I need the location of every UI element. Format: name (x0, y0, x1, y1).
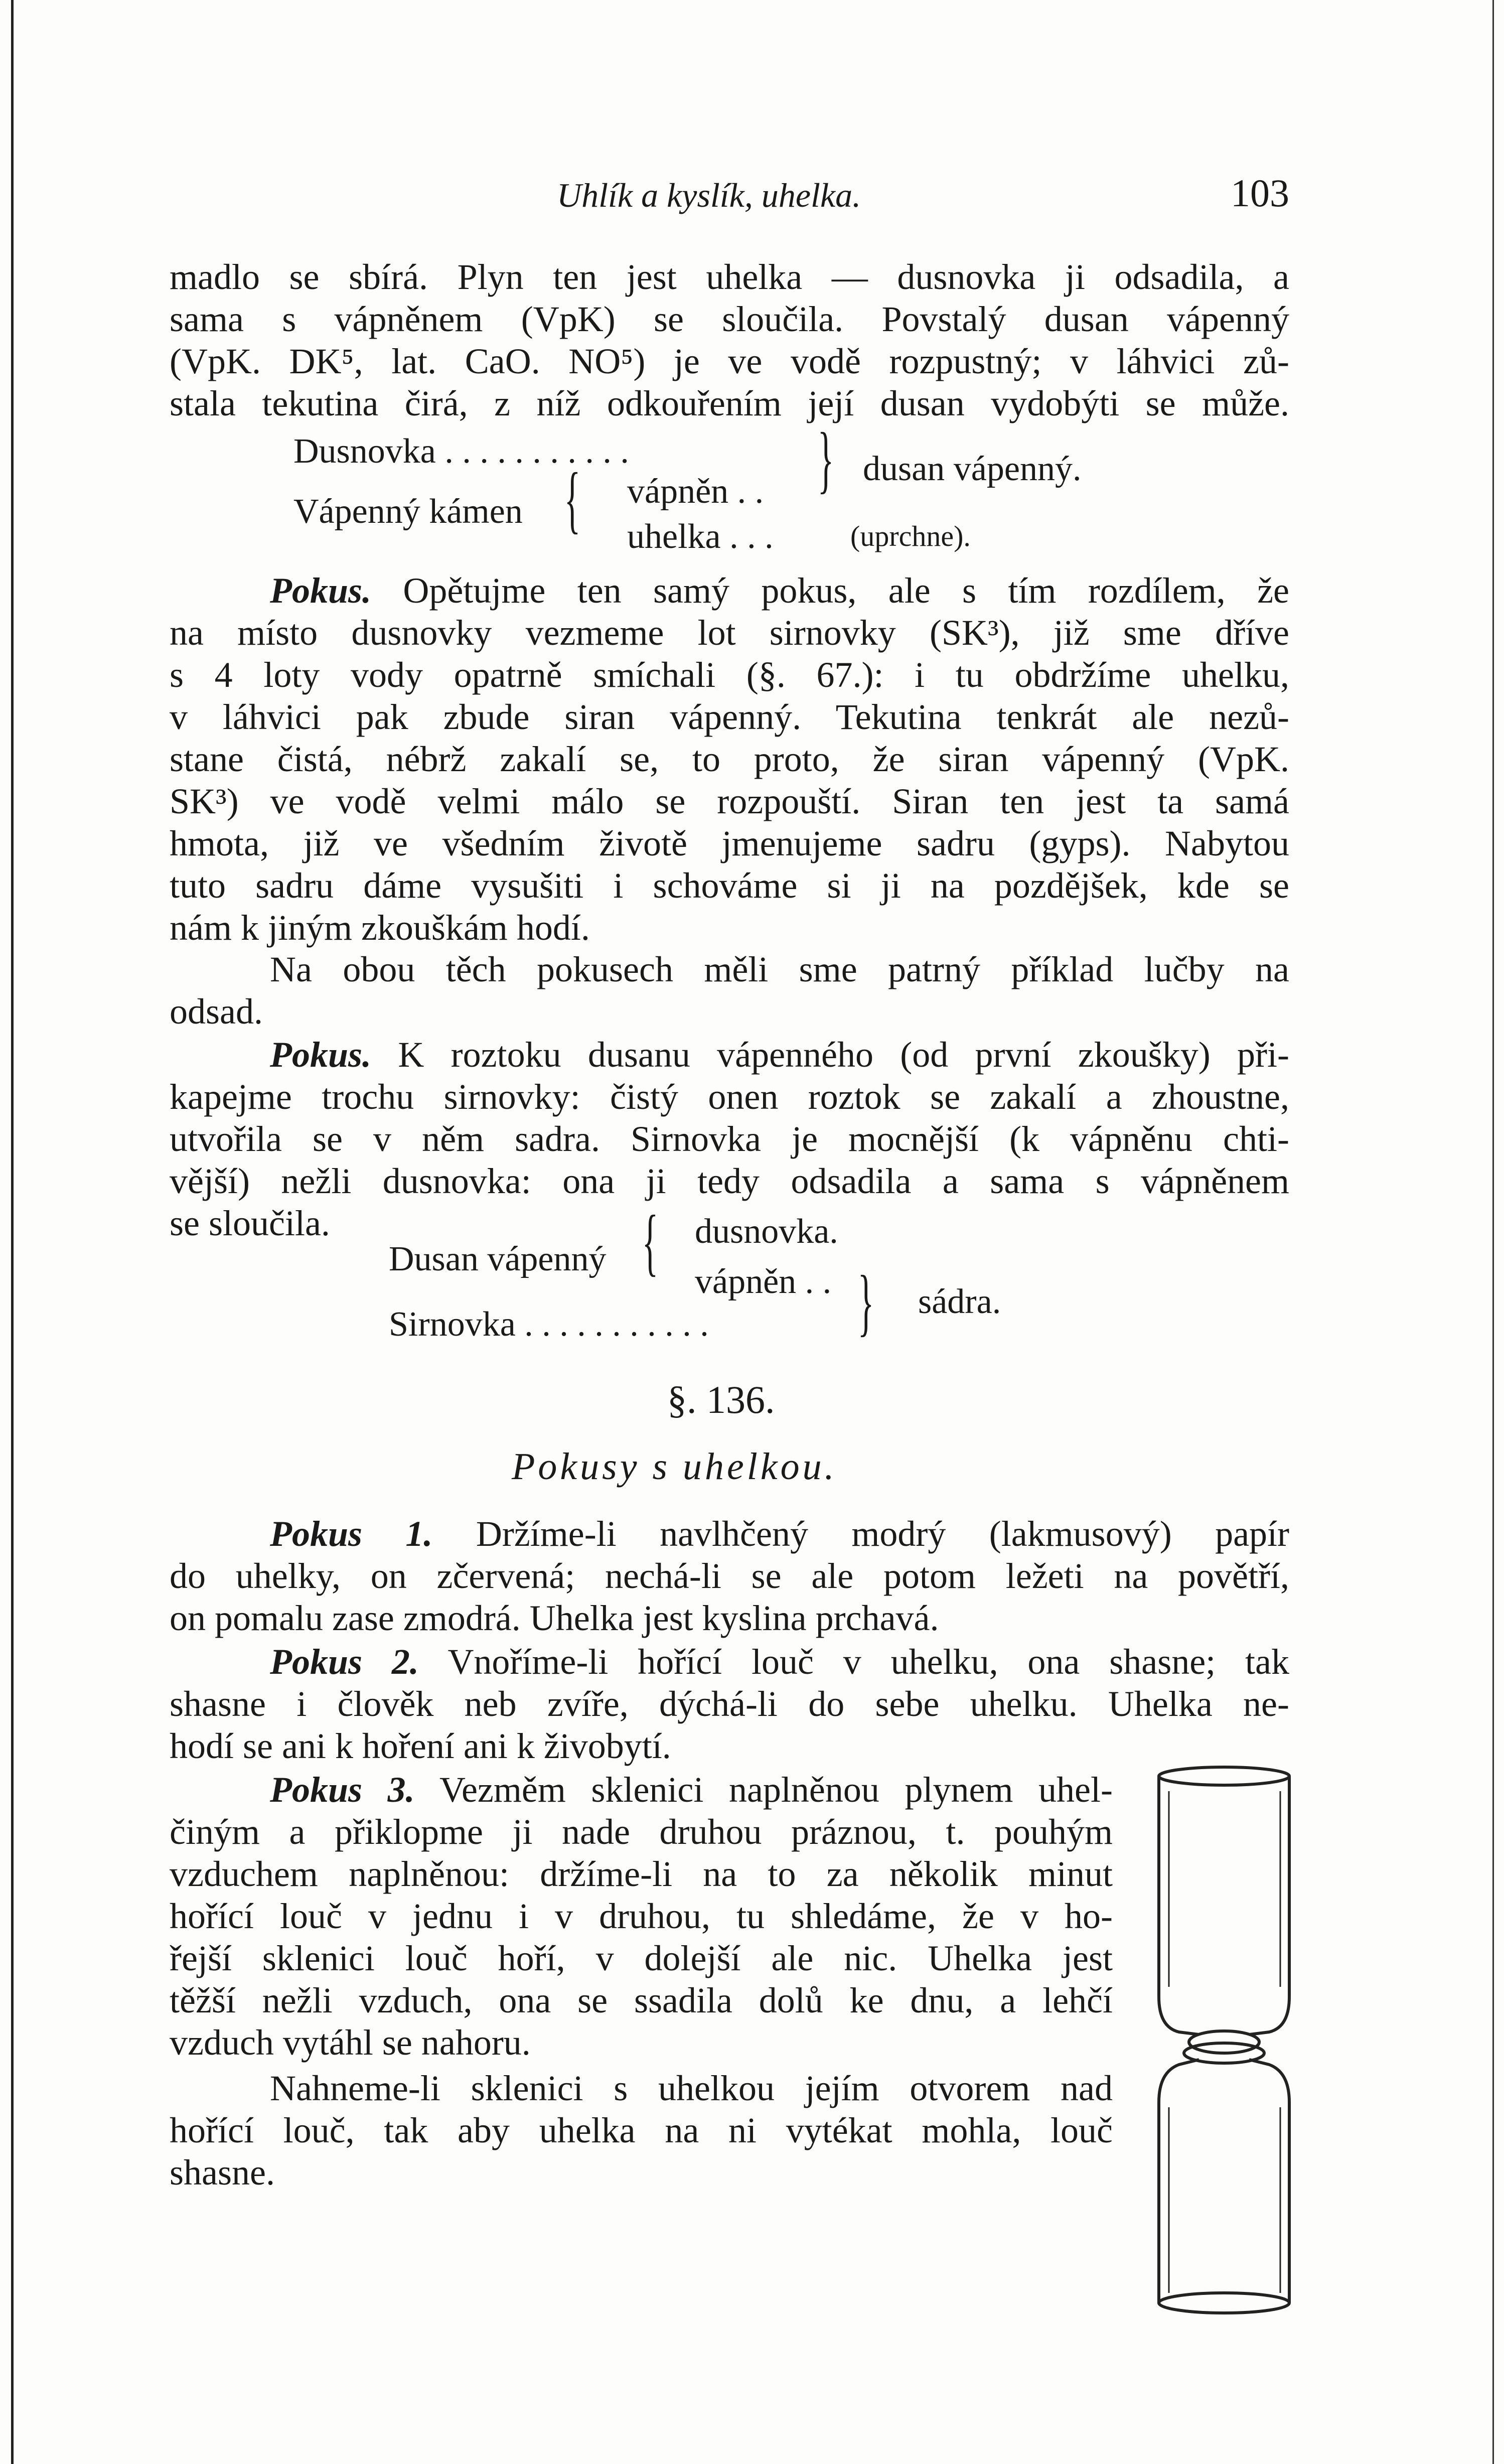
page-binding-edge (11, 0, 14, 2464)
text-line: na místo dusnovky vezmeme lot sirnovky (SK³), již sme dříve (170, 613, 1289, 653)
text-line: (VpK. DK⁵, lat. CaO. NO⁵) je ve vodě rozpustný; v láhvici zů- (170, 341, 1289, 381)
paragraph-3 (170, 948, 1289, 1033)
text-line: činým a přiklopme ji nade druhou práznou, t. pouhým (170, 1812, 1113, 1852)
formula2-sub1: dusnovka. (695, 1212, 838, 1251)
text-line: vější) nežli dusnovka: ona ji tedy odsadila a sama s vápněnem (170, 1161, 1289, 1201)
formula-row1-left: Dusnovka . . . . . . . . . . . (293, 432, 629, 471)
text-line: hmota, již ve všedním životě jmenujeme sadru (gyps). Nabytou (170, 823, 1289, 863)
text-line: stala tekutina čirá, z níž odkouřením její dusan vydobýti se může. (170, 383, 1289, 423)
formula2-sub2: vápněn . . (695, 1262, 832, 1301)
text-line: Pokus 2. Vnoříme-li hořící louč v uhelku, ona shasne; tak (270, 1642, 1289, 1682)
formula2-result-line (918, 1282, 1001, 1322)
paragraph-2 (170, 569, 1289, 949)
text-line: do uhelky, on zčervená; nechá-li se ale potom ležeti na povětří, (170, 1556, 1289, 1596)
text-line: hořící louč v jednu i v druhou, tu shledáme, že v ho- (170, 1896, 1113, 1936)
formula-row2-left: Vápenný kámen (293, 492, 523, 531)
text-line: utvořila se v něm sadra. Sirnovka je mocnější (k vápněnu chti- (170, 1119, 1289, 1159)
formula-result2: (uprchne). (850, 520, 971, 552)
pokus-3 (170, 1769, 1113, 2064)
formula2-row2 (389, 1305, 709, 1345)
page-header (171, 171, 1289, 226)
text-line: madlo se sbírá. Plyn ten jest uhelka — dusnovka ji odsadila, a (170, 257, 1289, 297)
formula2-sub1-line (695, 1212, 838, 1252)
formula-sub2-line (627, 517, 774, 557)
text-line: Pokus. K roztoku dusanu vápenného (od první zkoušky) při- (270, 1035, 1290, 1075)
formula2-row2-left: Sirnovka . . . . . . . . . . . (389, 1305, 709, 1344)
running-title: Uhlík a kyslík, uhelka. (557, 176, 861, 214)
formula-brace-right: } (817, 417, 834, 501)
formula-result2-line (850, 519, 971, 553)
lower-glass (1159, 2060, 1289, 2313)
pokus-2 (170, 1641, 1289, 1767)
text-line: on pomalu zase zmodrá. Uhelka jest kyslina prchavá. (170, 1598, 939, 1638)
formula-result1: dusan vápenný. (863, 450, 1082, 488)
text-line: tuto sadru dáme vysušiti i schováme si ji na pozdějšek, kde se (170, 865, 1289, 906)
page-right-edge (1492, 0, 1494, 2464)
text-line: odsad. (170, 991, 263, 1032)
text-line: stane čistá, nébrž zakalí se, to proto, že siran vápenný (VpK. (170, 739, 1289, 779)
text-line: nám k jiným zkouškám hodí. (170, 908, 590, 948)
text-line: v láhvici pak zbude siran vápenný. Tekutina tenkrát ale nezů- (170, 697, 1289, 737)
text-line: sama s vápněnem (VpK) se sloučila. Povstalý dusan vápenný (170, 299, 1289, 339)
glass-joint (1184, 2031, 1264, 2063)
paragraph-1 (170, 256, 1289, 424)
pokus-label: Pokus 3. (270, 1770, 415, 1810)
formula2-brace-left: { (642, 1200, 659, 1283)
section-number: §. 136. (667, 1378, 775, 1421)
text-line: řejší sklenici louč hoří, v dolejší ale nic. Uhelka jest (170, 1938, 1113, 1978)
formula-brace-left: { (564, 458, 581, 541)
upper-glass (1159, 1767, 1289, 2035)
text-line: shasne. (170, 2152, 275, 2193)
pokus-label: Pokus 1. (270, 1514, 433, 1554)
text-line: vzduch vytáhl se nahoru. (170, 2022, 531, 2063)
text-line: shasne i člověk neb zvíře, dýchá-li do sebe uhelku. Uhelka ne- (170, 1684, 1289, 1724)
paragraph-last (170, 2067, 1113, 2194)
section-title: Pokusy s uhelkou. (512, 1445, 837, 1488)
formula-sub2: uhelka . . . (627, 517, 774, 556)
two-glasses-illustration (1149, 1746, 1299, 2338)
reaction-formula-2 (389, 1239, 607, 1279)
text-line: Pokus 1. Držíme-li navlhčený modrý (lakmusový) papír (270, 1514, 1289, 1554)
formula2-result: sádra. (918, 1282, 1001, 1321)
formula2-sub2-line (695, 1262, 831, 1302)
formula-sub1: vápněn . . (627, 472, 764, 511)
formula-row2 (293, 492, 523, 532)
text-line: hodí se ani k hoření ani k živobytí. (170, 1726, 671, 1766)
text-line: vzduchem naplněnou: držíme-li na to za několik minut (170, 1854, 1113, 1894)
pokus-label: Pokus 2. (270, 1642, 419, 1682)
pokus-1 (170, 1513, 1289, 1639)
text-line: hořící louč, tak aby uhelka na ni vytékat mohla, louč (170, 2110, 1113, 2150)
pokus-label: Pokus. (270, 1035, 372, 1075)
text-line: těžší nežli vzduch, ona se ssadila dolů ke dnu, a lehčí (170, 1980, 1113, 2020)
page-number: 103 (1231, 171, 1289, 215)
text-line: se sloučila. (170, 1203, 330, 1243)
formula2-row1-left: Dusan vápenný (389, 1240, 607, 1278)
text-line: s 4 loty vody opatrně smíchali (§. 67.): i tu obdržíme uhelku, (170, 655, 1289, 695)
text-line: Na obou těch pokusech měli sme patrný příklad lučby na (270, 949, 1289, 989)
text-line: Pokus. Opětujme ten samý pokus, ale s tím rozdílem, že (270, 570, 1290, 611)
text-line: SK³) ve vodě velmi málo se rozpouští. Siran ten jest ta samá (170, 781, 1289, 821)
text-line: kapejme trochu sirnovky: čistý onen roztok se zakalí a zhoustne, (170, 1077, 1289, 1117)
text-line: Nahneme-li sklenici s uhelkou jejím otvorem nad (270, 2068, 1113, 2108)
formula-sub1-line (627, 472, 764, 512)
text-line: Pokus 3. Vezměm sklenici naplněnou plynem uhel- (270, 1770, 1113, 1810)
formula2-brace-right: } (857, 1260, 874, 1344)
formula-result1-line (863, 449, 1081, 489)
pokus-label: Pokus. (270, 570, 372, 611)
